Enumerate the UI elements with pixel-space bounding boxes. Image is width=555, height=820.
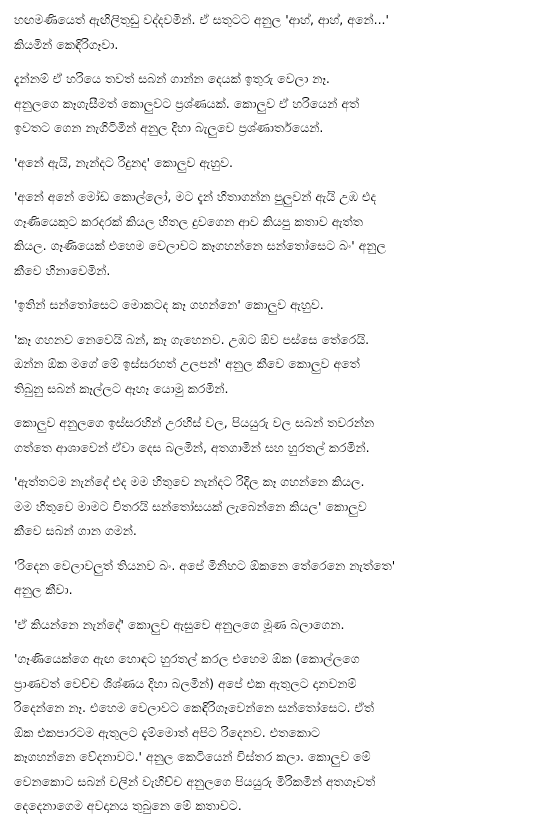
text-line: 'ඒ කියන්නෙ නැන්දේ' කොලුව ඇසුවෙ අනුලගෙ මූණ බලාගෙන. (14, 616, 345, 632)
paragraph (14, 328, 541, 402)
text-line: ඕක එකපාරටම ඇතුලට දැම්මොත් අපිට රිදෙනව. එතකොට (14, 724, 321, 740)
text-line: 'රිදෙන වෙලාවලුත් තියනව බං. අපේ මිනිහට ඕකනෙ තේරෙනෙ නැත්තෙ' (14, 557, 396, 573)
text-line: 'අනේ අනේ මෝඩ කොල්ලෝ, මට දැන් හිතාගන්න පුලුවන් ඇයි උඹ එද (14, 189, 377, 204)
text-line: කියල. ගෑණියෙක් එහෙම වෙලාවට කෑගහන්නෙ සන්තෝසෙට බං' අනුල (14, 238, 387, 253)
text-line: රිදෙන්නෙ නෑ. එහෙම වෙලාවට කෙඳිරිගෑවෙන්නෙ සන්තෝසෙට. ඒත් (14, 700, 374, 715)
text-line: කියමින් කෙඳිරිගෑවා. (14, 36, 119, 52)
text-line: ඉවතට ගෙන නැගිටිමින් අනුල දිහා බැලුවෙ ප්‍රශ්ණාර්තයෙන්. (14, 120, 324, 135)
text-line: කොලුව අනුලගෙ ඉස්සරහින් උරහිස් වල, පියයුරු වල සබන් තවරන්න (14, 415, 375, 430)
paragraph (14, 8, 541, 57)
text-line: වෙනකොට සබන් වලින් වැහිච්ච අනුලගෙ පියයුරු මිරිකමින් අතගෑවත් (14, 773, 376, 789)
text-line: 'ඇත්තටම නැන්දේ එද මම හිතුවෙ නැන්දට රිදිල කෑ ගහන්නෙ කියල. (14, 474, 365, 489)
text-line: කෑගහන්නෙ වේදනාවට.' අනුල කෙටියෙන් විස්තර කලා. කොලුව මේ (14, 749, 371, 764)
paragraph (14, 151, 541, 176)
text-line: අනුලගෙ කෑගැසීමත් කොලුවට ප්‍රශ්ණයක්. කොලුව ඒ හරියෙන් අත් (14, 95, 360, 111)
paragraph (14, 470, 541, 544)
text-line: දෙදෙනාගෙම අවදානය තුබුනෙ මේ කතාවට. (14, 798, 242, 813)
text-line: 'කෑ ගහනව නෙවෙයි බන්, කෑ ගැහෙනව. උඹට ඕව පස්සෙ තේරෙයි. (14, 331, 370, 347)
text-line: ගෑණියෙකුට කරදරක් කියල හිතල දුවගෙන ආව කියපු කතාව ඇත්ත (14, 213, 363, 229)
text-line: 'අනේ ඇයි, නැන්දට රිදුනද' කොලුව ඇහුව. (14, 154, 233, 170)
text-line: හඟමණියෙත් ඇඟිලිතුඩු වද්දවමින්. ඒ සතුටට අනුල 'ආහ්, ආහ්, අනේ...' (14, 12, 389, 27)
paragraph (14, 613, 541, 638)
paragraph (14, 293, 541, 318)
text-line: දැන්නම් ඒ හරියෙ තවත් සබන් ගාන්න දෙයක් ඉතුරු වෙලා නෑ. (14, 71, 330, 86)
paragraph (14, 554, 541, 603)
paragraph (14, 647, 541, 819)
paragraph (14, 67, 541, 141)
text-line: කීවෙ හිනාවෙමින්. (14, 262, 111, 278)
text-line: තිබුනු සබන් කෑල්ලට ඈහෑ යොමු කරමින්. (14, 380, 229, 396)
text-line: ප්‍රාණවත් වෙච්ච ශිශ්ණය දිහා බලමින්) අපේ එක ඇතුලට දානවනම් (14, 675, 357, 691)
text-line: 'ඉතින් සන්තෝසෙට මොකටද කෑ ගහන්නෙ' කොලුව ඇහුව. (14, 297, 324, 312)
text-line: මම හිතුවෙ මාමට විතරයි සන්තෝසයක් ලැබෙන්නෙ කියල' කොලුව (14, 498, 367, 514)
text-line: ඔන්න ඕක මගේ මේ ඉස්සරහත් උලපන්' අනුල කීවෙ කොලුව අතේ (14, 356, 360, 371)
text-line: 'ගෑණියෙක්ගෙ ඇඟ හොඳට හුරතල් කරල එහෙම ඕක (කොල්ලගෙ (14, 651, 360, 666)
text-line: ගත්තෙ ආශාවෙන් ඒවා දෙස බලමින්, අතගාමින් සහ හුරතල් කරමින්. (14, 439, 370, 455)
paragraph (14, 185, 541, 283)
paragraph (14, 411, 541, 460)
text-line: අනුල කීවා. (14, 582, 73, 597)
text-line: කීවෙ සබන් ගාන ගමන්. (14, 523, 137, 538)
